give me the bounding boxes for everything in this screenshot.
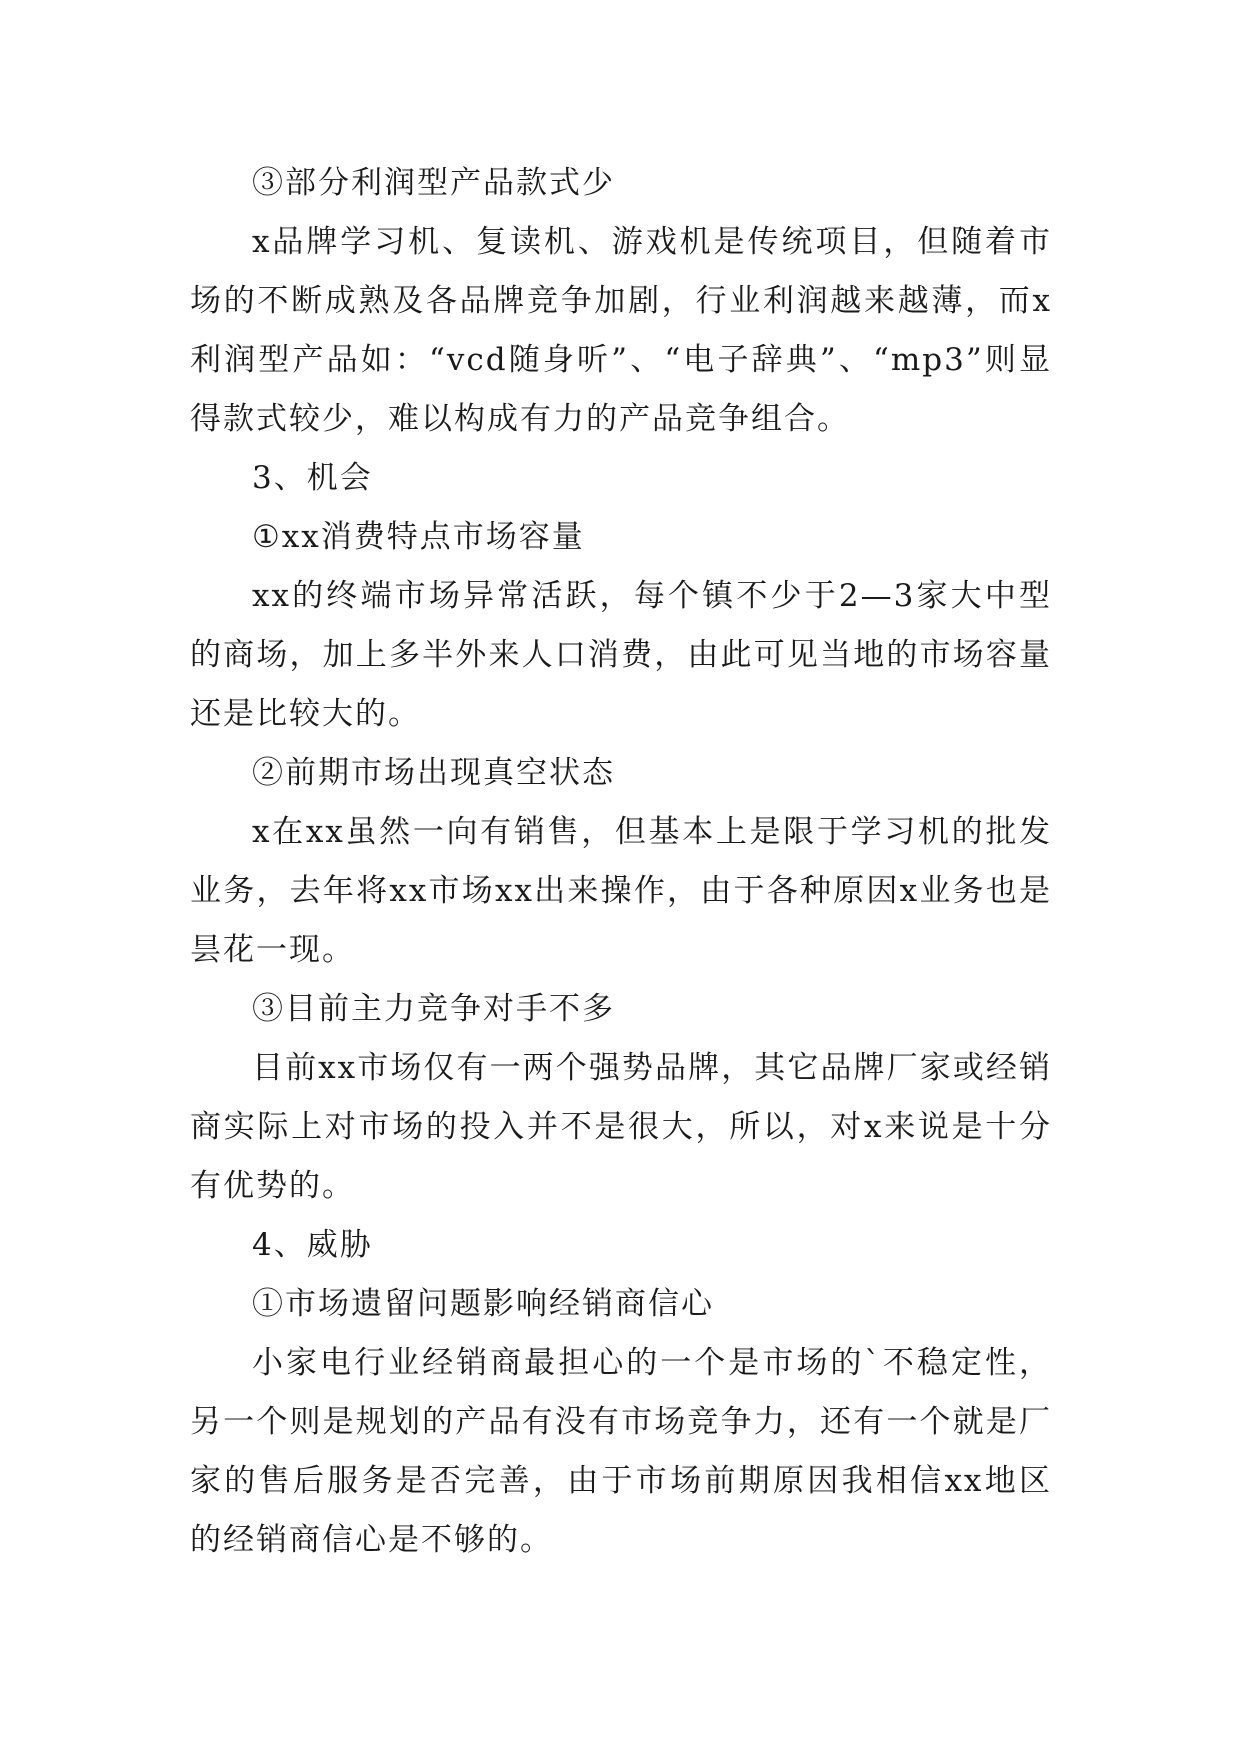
paragraph-dealer-confidence: 小家电行业经销商最担心的一个是市场的`不稳定性，另一个则是规划的产品有没有市场竞争力，还有一个就是厂家的售后服务是否完善，由于市场前期原因我相信xx地区的经销商信心是不够的。 bbox=[190, 1345, 1052, 1558]
subheading-dealer-confidence: ①市场遗留问题影响经销商信心 bbox=[252, 1286, 714, 1322]
paragraph-few-competitors: 目前xx市场仅有一两个强势品牌，其它品牌厂家或经销商实际上对市场的投入并不是很大，所以，对x来说是十分有优势的。 bbox=[190, 1050, 1052, 1204]
subheading-market-capacity: ①xx消费特点市场容量 bbox=[252, 519, 585, 555]
subheading-market-vacuum: ②前期市场出现真空状态 bbox=[252, 755, 615, 791]
subheading-few-competitors: ③目前主力竞争对手不多 bbox=[252, 991, 615, 1027]
document-body bbox=[190, 154, 1052, 1570]
section-heading-opportunity: 3、机会 bbox=[252, 460, 373, 496]
subheading-profit-product-styles: ③部分利润型产品款式少 bbox=[252, 165, 615, 201]
section-heading-threat: 4、威胁 bbox=[252, 1227, 373, 1263]
paragraph-profit-products: x品牌学习机、复读机、游戏机是传统项目，但随着市场的不断成熟及各品牌竞争加剧，行业利润越来越薄，而x利润型产品如：“vcd随身听”、“电子辞典”、“mp3”则显得款式较少，难以构成有力的产品竞争组合。 bbox=[190, 224, 1052, 437]
paragraph-market-vacuum: x在xx虽然一向有销售，但基本上是限于学习机的批发业务，去年将xx市场xx出来操作，由于各种原因x业务也是昙花一现。 bbox=[190, 814, 1052, 968]
paragraph-market-capacity: xx的终端市场异常活跃，每个镇不少于2—3家大中型的商场，加上多半外来人口消费，由此可见当地的市场容量还是比较大的。 bbox=[190, 578, 1052, 732]
